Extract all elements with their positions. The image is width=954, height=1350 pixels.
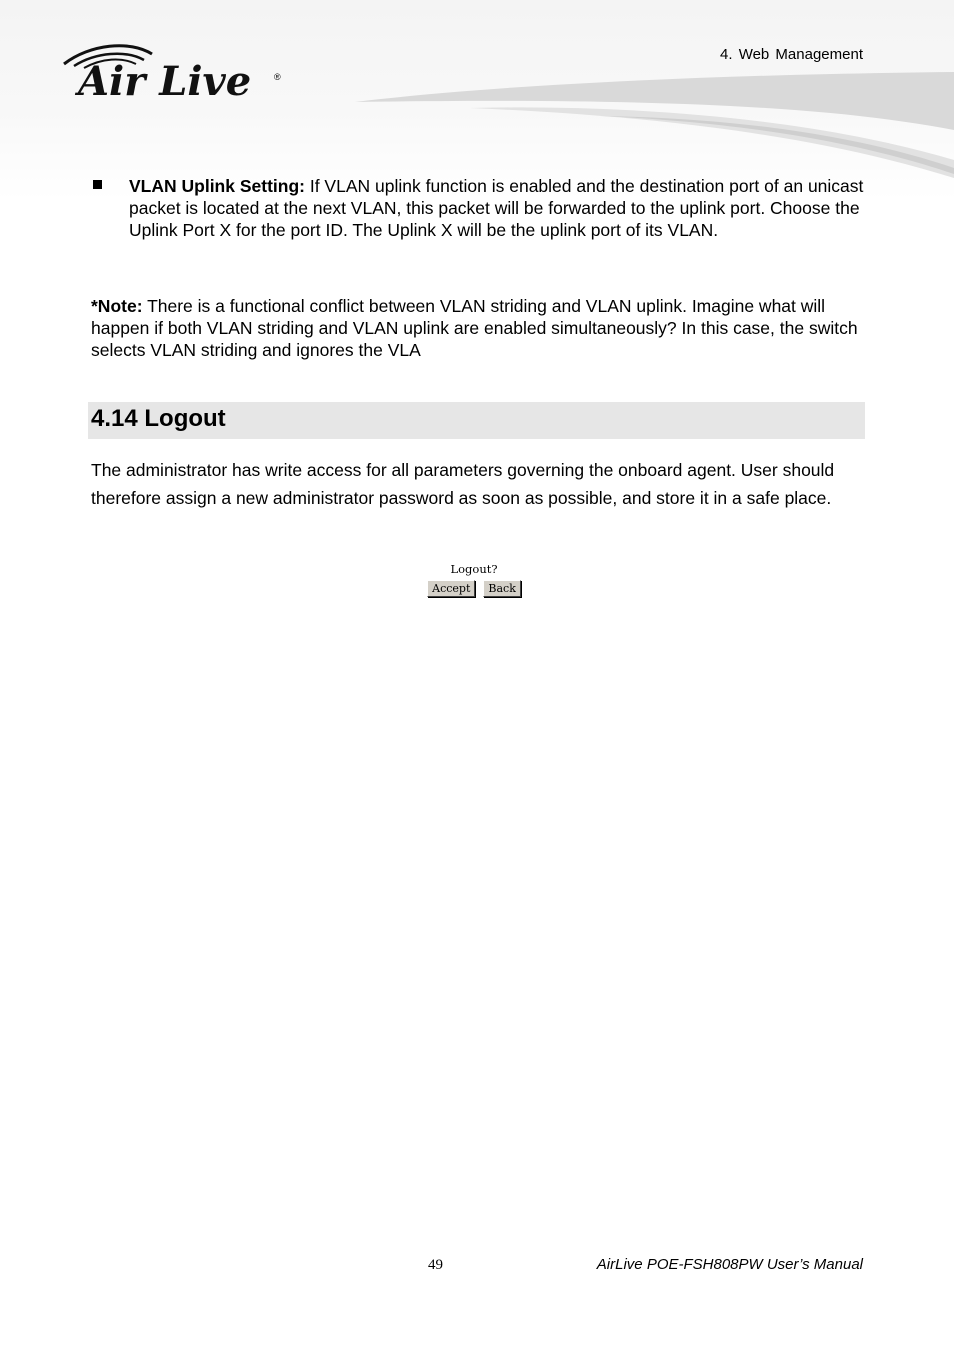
bullet-paragraph — [129, 175, 871, 241]
bullet-text: If VLAN uplink function is enabled and the destination port of an unicast packet is located at the next VLAN, this packet will be forwarded to the uplink port. Choose the Uplink Port X for the port ID. The Uplink X will be the uplink port of its VLAN. — [129, 176, 864, 240]
section-heading-bar — [88, 402, 865, 439]
chapter-heading: 4. Web Management — [720, 46, 863, 63]
note-paragraph — [91, 295, 875, 361]
page-number: 49 — [428, 1257, 443, 1273]
logo-wordmark: Air Live — [78, 58, 252, 105]
bullet-item — [91, 175, 871, 241]
note-text: There is a functional conflict between VLAN striding and VLAN uplink. Imagine what will happen if both VLAN striding and VLAN uplink are enabled simultaneously? In this case, the switch selects VLAN striding and ignores the VLA — [91, 296, 858, 360]
note-label: *Note: — [91, 296, 143, 316]
logout-dialog — [424, 562, 524, 597]
bullet-label: VLAN Uplink Setting: — [129, 176, 305, 196]
back-button[interactable]: Back — [483, 580, 520, 597]
registered-mark: ® — [274, 72, 281, 82]
logout-prompt: Logout? — [450, 562, 498, 576]
logout-button-row — [424, 580, 524, 597]
square-bullet-icon — [93, 180, 102, 189]
accept-button[interactable]: Accept — [427, 580, 475, 597]
section-title: 4.14 Logout — [91, 405, 226, 432]
manual-title: AirLive POE-FSH808PW User’s Manual — [596, 1256, 863, 1273]
body-paragraph: The administrator has write access for all parameters governing the onboard agent. User should therefore assign a new administrator password as soon as possible, and store it in a safe place. — [91, 460, 835, 508]
